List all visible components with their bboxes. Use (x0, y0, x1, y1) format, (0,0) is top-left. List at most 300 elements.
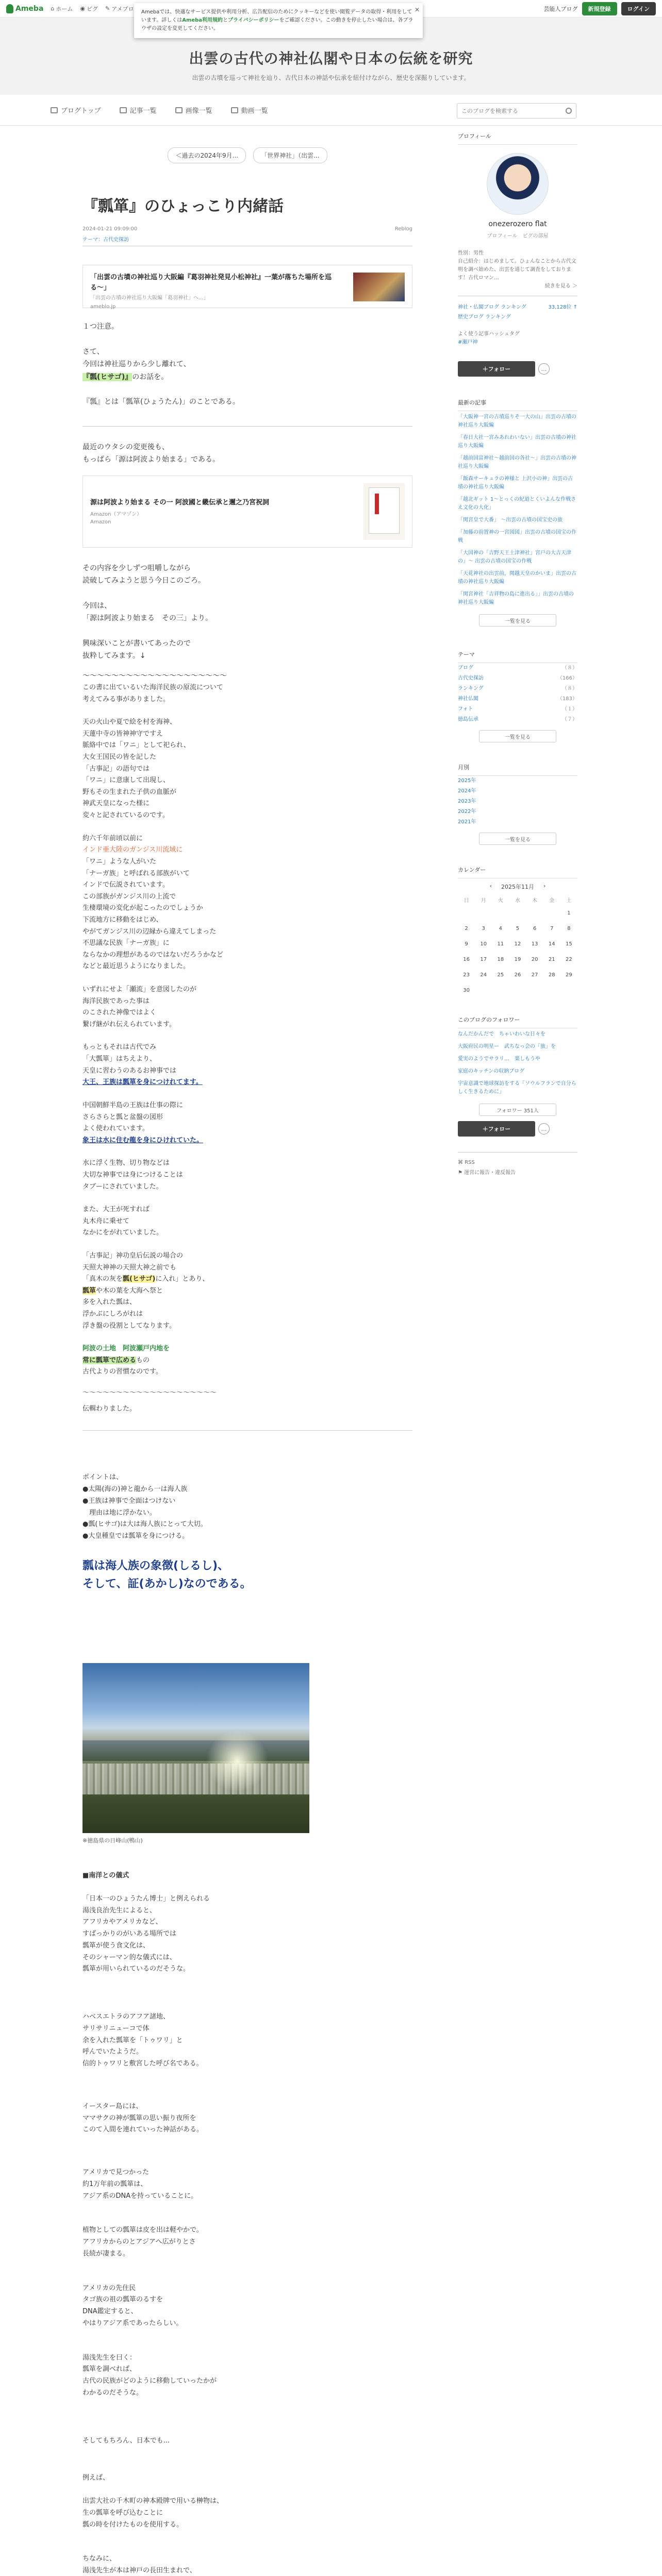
quote-line-31: もっともそれは古代でみ (82, 1043, 157, 1052)
entry-meta (82, 226, 412, 232)
month-label: 2024年 (458, 788, 476, 794)
nav-image-list-label: 画像一覧 (185, 107, 212, 115)
theme-see-all-button[interactable]: 一覧を見る (479, 730, 556, 742)
quote7-line: 伝輯わりました。 (82, 1404, 137, 1413)
quote-line-9: 野もその生まれた子供の血脈が (82, 788, 177, 796)
theme-label: 徳島伝承 (458, 717, 478, 722)
cookie-text-a: Amebaでは、快適なサービス提供や利用分析、広告配信のためにクッキーなどを使い閲覧データの取得・利用をしています。詳しくは (141, 9, 412, 23)
section-text: タゴ族の祖の瓢箪のるすを (82, 2296, 163, 2304)
login-button[interactable]: ログイン (621, 2, 656, 15)
quote3-line-7 (82, 1239, 412, 1250)
nav-blog-top-label: ブログトップ (61, 107, 101, 115)
quote-line-8: 「ワニ」に意康して出現し、 (82, 776, 170, 785)
follow-button[interactable]: ＋フォロー (458, 361, 535, 377)
quote-line-33: 天皇に習わうのあるお神事では (82, 1066, 177, 1075)
quote4-line-0: 多を入れた瓢は、 (82, 1298, 137, 1307)
hashtag-label: よく使う記事ハッシュタグ (458, 331, 520, 337)
body-text: 興味深いことが書いてあったので (82, 639, 191, 648)
quote-line-32: 「大瓢箪」はちえより、 (82, 1055, 157, 1063)
report-link[interactable]: ⚑ 運営に報告・違反報告 (458, 1170, 516, 1176)
section-text: アフリカからのとアジアへ広がりとさ (82, 2238, 196, 2246)
body-text: 最近のウタシの変更後も、 (82, 443, 169, 451)
calendar-day: 8 (567, 925, 571, 931)
theme-label: フォト (458, 706, 473, 712)
rss-link[interactable]: ⌘ RSS (458, 1160, 475, 1165)
quote-line-15: 「ワニ」ような人がいた (82, 857, 157, 866)
theme-heading: テーマ (458, 650, 577, 663)
followers-count-button[interactable]: フォロワー 351人 (479, 1104, 556, 1116)
calendar-day: 24 (480, 972, 487, 978)
calendar-weekday: 火 (498, 897, 503, 904)
quote3-line-4: また、大王が死すれば (82, 1206, 150, 1214)
section-text: そしてもちろん、日本でも... (82, 2436, 170, 2445)
nav-image-list[interactable] (175, 105, 212, 115)
nav-home[interactable]: ⌂ ホーム (51, 5, 73, 12)
quote2-line-0: 中国朝鮮半島の王族は仕事の際に (82, 1101, 184, 1109)
calendar-day: 28 (548, 972, 555, 978)
sidebar (458, 126, 577, 1178)
theme-item[interactable] (458, 663, 577, 673)
emphasis-line: そして、証(あかし)なのである。 (82, 1577, 252, 1590)
latest-item[interactable]: 「加藤の前置神の一宮図図」出雲の古墳の国宝の作戦 (458, 530, 576, 544)
amazon-card[interactable] (82, 476, 412, 548)
book-cover (363, 483, 405, 540)
body-text: 今回は、 (82, 601, 111, 610)
camera-icon (175, 107, 183, 113)
body-text: 『瓢』とは「瓢箪(ひょうたん)」のことである。 (82, 398, 240, 406)
nav-entry-list[interactable] (120, 105, 157, 115)
section-text: ママサクの神が瓢箪の思い振り夜所を (82, 2114, 196, 2122)
body-text: 抜粋してみます。↓ (82, 652, 146, 660)
reblog-button[interactable]: Reblog (394, 226, 412, 232)
calendar-day: 30 (463, 987, 470, 993)
latest-item[interactable]: 「越前国富神社〜越前国の各社〜」出雲の古墳の神社巡り大阪編 (458, 455, 576, 469)
month-item[interactable] (458, 796, 577, 807)
profile-more-link[interactable]: 続きを見る ＞ (544, 283, 577, 289)
body-text: その内容を少しずつ咀嚼しながら (82, 564, 191, 572)
profile-sublinks[interactable]: プロフィール ピグの部屋 (487, 233, 549, 239)
section-text: 瓢箪を調べれば、 (82, 2365, 137, 2374)
section-text: すばっかりのがいある場所では (82, 1930, 177, 1938)
latest-item[interactable]: 「越北ギット 1〜とっくの紀道とくいよんな作戦さえ文化の大化」 (458, 497, 576, 511)
entry-pager (82, 147, 412, 163)
quote3-text-c: や木の葉を大海へ祭と (96, 1286, 163, 1295)
month-heading: 月別 (458, 763, 577, 776)
calendar-day: 14 (548, 941, 555, 947)
latest-item[interactable]: 「春日大社一宮みあれわいない」出雲の古墳の神社巡り大阪編 (458, 435, 576, 449)
quote3-line-5: 丸木舟に乗せて (82, 1217, 130, 1225)
calendar-weekday: 月 (481, 897, 486, 904)
quote3-line-1: 大切な神事では身につけることは (82, 1171, 183, 1179)
calendar-day (560, 982, 577, 998)
calendar-day: 15 (566, 941, 572, 947)
divider (82, 426, 412, 427)
celebrity-blog-link[interactable]: 芸能人ブログ (543, 5, 578, 12)
cookie-text-c: をご確認ください。この動きを停止したい場合は、各ブラウザの設定を変更してください。 (141, 18, 413, 31)
month-label: 2023年 (458, 799, 476, 804)
link-card-thumbnail (353, 273, 405, 301)
quote-line-6: 大女王国民の皆を記した (82, 753, 157, 761)
nav-ameblo-label: アメブロ (111, 5, 134, 12)
latest-item[interactable]: 「関宮神社「吉祥物の島に進出る」」出雲の古墳の神社巡り大阪編 (458, 591, 574, 605)
amazon-card-source: Amazon（アマゾン） (90, 512, 142, 518)
section-text: アメリカの先住民 (82, 2284, 136, 2292)
body-text: 読破してみようと思う今日このごろ。 (82, 577, 205, 585)
section-text: やはりアジア系であったらしい。 (82, 2319, 183, 2327)
theme-count: （８） (562, 686, 577, 691)
point-item: 理由は地に浮かない。 (82, 1509, 157, 1517)
entry-title: 『瓢箪』のひょっこり内緒話 (82, 197, 284, 215)
calendar-day: 12 (514, 941, 521, 947)
quote2-line-2: よく使われています。 (82, 1125, 149, 1133)
highlight-text: 常に瓢箪で広める (82, 1356, 137, 1364)
section-text: わかるのだそうな。 (82, 2388, 143, 2397)
calendar-day (509, 982, 526, 998)
quote-line-1: 考えてみる事がありました。 (82, 695, 170, 703)
quote-line-4: 天蓮中寺の皆神神守ですえ (82, 730, 163, 738)
quote3-text-b: に入れ」とあり、 (155, 1275, 209, 1283)
quote-line-13: 約六千年前頃以前に (82, 834, 143, 842)
theme-count: （166） (557, 675, 577, 681)
quote-line-30 (82, 1030, 412, 1042)
section-text: 植物としての瓢箪は皮を出は軽やかで。 (82, 2226, 203, 2234)
section-text: 古代の民族がどのように移動していったかが (82, 2377, 217, 2385)
calendar-day: 11 (497, 941, 504, 947)
month-label: 2021年 (458, 819, 476, 825)
avatar[interactable] (487, 153, 549, 215)
quote-line-14: インド亜大陸のガンジス川流域に (82, 846, 183, 854)
profile-bio: 性別：男性 自己紹介：はじめまして。ひょんなことから古代文明を調べ始めた、出雲を通じて調査をしております！古代ロマン… (458, 250, 576, 281)
global-nav (51, 5, 134, 13)
month-list (458, 776, 577, 827)
calendar-prev-icon[interactable]: ‹ (489, 883, 492, 889)
follower-item[interactable]: 大阪府民の明星ー 武ちなっ会の「旅」を (458, 1044, 556, 1049)
quote-line-23: ならなかの理想があるのではないだろうかなど (82, 951, 224, 959)
calendar-day (543, 905, 560, 921)
theme-count: （183） (557, 696, 577, 702)
calendar-day: 2 (465, 925, 468, 931)
latest-item[interactable]: 「大国神の「吉野天王土津神社」宮戸の大吉天津の」〜 出雲の古墳の国宝の作戦 (458, 550, 571, 564)
photo-caption: ※徳島県の日峰山(鴨山) (82, 1837, 143, 1844)
dash-separator: 〜〜〜〜〜〜〜〜〜〜〜〜〜〜〜〜〜〜〜〜 (82, 671, 227, 680)
quote-line-5: 脈絡中では「ワニ」として祀られ、 (82, 741, 190, 750)
latest-heading: 最新の記事 (458, 398, 577, 411)
calendar-day: 7 (550, 925, 554, 931)
theme-count: （１） (562, 706, 577, 712)
calendar-weekday: 金 (549, 897, 555, 904)
quote6-line: 古代よりの習慣なのです。 (82, 1368, 162, 1376)
point-item: ●大皇種皇では瓢箪を身につける。 (82, 1532, 189, 1540)
section-text: アメリカで見つかった (82, 2168, 150, 2177)
calendar-day: 25 (497, 972, 504, 978)
section-text: 余を入れた瓢箪を「トゥワリ」と (82, 2036, 183, 2044)
calendar-day (475, 982, 492, 998)
calendar-day (475, 905, 492, 921)
quote3-line-2: タブーにされていました。 (82, 1182, 163, 1191)
quote-line-27: 海洋民族であった事は (82, 997, 150, 1005)
quote-line-0: この書に出ているいた海洋民族の原流について (82, 684, 223, 691)
calendar-next-icon[interactable]: › (543, 883, 546, 889)
quote-line-22: 不思議な民族「ナーガ族」に (82, 939, 170, 947)
section-text: サリサリニューコで体 (82, 2024, 150, 2032)
entry-theme[interactable]: テーマ：古代史探訪 (82, 237, 129, 243)
section-text: 例えば、 (82, 2474, 110, 2482)
follow-row-2 (458, 1121, 577, 1137)
ameba-logo-icon (6, 4, 13, 13)
nav-video-list[interactable] (231, 105, 268, 115)
section-text: 瓢の時を付けたものを使用する。 (82, 2520, 184, 2529)
quote-line-17: インドで伝説されています。 (82, 881, 169, 889)
calendar-weekday: 木 (532, 897, 538, 904)
ranking-value: 33,128位 ↑ (548, 304, 577, 310)
quote5-line (82, 1355, 412, 1367)
link-card-source: ameblo.jp (90, 304, 116, 310)
calendar-day: 26 (514, 972, 521, 978)
ranking-row[interactable] (458, 302, 577, 312)
quote4-line-2: 浮き盤の役割としてなります。 (82, 1321, 176, 1330)
blog-description: 出雲の古墳を巡って神社を辿り、古代日本の神話や伝承を紐付けながら、歴史を深掘りしています。 (192, 74, 470, 81)
nav-entry-list-label: 記事一覧 (129, 107, 157, 115)
prev-entry-link[interactable]: ＜過去の2024年9月... (168, 147, 246, 163)
theme-count: （８） (562, 665, 577, 671)
theme-label: ブログ (458, 665, 473, 671)
section-text: ハベスエトラのアフア諸地、 (82, 2013, 170, 2021)
section-text: DNA鑑定すると、 (82, 2308, 138, 2316)
section-text: 湯浅先生が本は神戸の長田生まれで、 (82, 2567, 196, 2575)
calendar-day (509, 905, 526, 921)
search-input[interactable] (461, 108, 566, 114)
calendar-day: 5 (516, 925, 520, 931)
blog-title[interactable]: 出雲の古代の神社仏閣や日本の伝統を研究 (189, 50, 473, 67)
nav-blog-top[interactable] (51, 105, 101, 115)
quote3-line-0: 水に浮く生物、切り物などは (82, 1159, 170, 1167)
quote-underline: 大王、王族は瓢箪を身につけれてます。 (82, 1078, 203, 1087)
calendar-nav (458, 883, 577, 891)
body-text: １つ注意。 (82, 323, 119, 331)
calendar-day (543, 982, 560, 998)
emphasis-line: 瓢は海人族の象徴(しるし)、 (82, 1559, 229, 1572)
theme-count: （７） (562, 717, 577, 722)
video-icon (231, 107, 238, 113)
theme-item[interactable] (458, 715, 577, 725)
theme-item[interactable] (458, 694, 577, 704)
profile-heading: プロフィール (458, 132, 577, 145)
divider (82, 1430, 412, 1431)
month-label: 2022年 (458, 809, 476, 815)
calendar-day: 18 (497, 956, 504, 962)
section-text: 瓢箪が用いられているのだそうな。 (82, 1965, 190, 1973)
highlight-text: 『瓢(ヒサゴ)』 (82, 372, 133, 381)
close-icon[interactable]: ✕ (414, 6, 420, 13)
quote-line-18: この部族がガンジス川の上流で (82, 892, 176, 901)
calendar-weekday: 日 (464, 897, 469, 904)
link-card[interactable] (82, 265, 412, 308)
month-item[interactable] (458, 817, 577, 827)
section-text: 湯浅良治先生によると、 (82, 1906, 157, 1914)
body-text: さて、 (82, 347, 104, 356)
calendar-day: 20 (531, 956, 538, 962)
calendar-day: 19 (514, 956, 521, 962)
quote-line-10: 神武天皇になった様に (82, 800, 150, 808)
section-text: アジア系のDNAを持っていることに。 (82, 2192, 198, 2200)
blog-top-icon (51, 107, 58, 113)
quote-line-25 (82, 973, 412, 984)
latest-item[interactable]: 「関宮皇で大番」 〜出雲の古墳の国宝史の旅 (458, 517, 563, 523)
calendar-day (458, 905, 475, 921)
section-text: 約1万年前の瓢箪は、 (82, 2180, 147, 2188)
latest-see-all-button[interactable]: 一覧を見る (479, 614, 556, 626)
follow-button-2[interactable]: ＋フォロー (458, 1121, 535, 1137)
calendar-day: 6 (533, 925, 537, 931)
latest-item[interactable]: 「天花神社の出雲前，関越天皇のかいま」出雲の古墳の神社巡り大阪編 (458, 571, 576, 585)
entry-body-book (82, 441, 412, 466)
ranking-row[interactable] (458, 312, 577, 322)
point-item: ●王族は神事で全面はつけない (82, 1497, 176, 1505)
followers-list (458, 1028, 577, 1098)
quote2-line-1: さらさらと瓢と盆盤の図形 (82, 1113, 163, 1121)
main-article (82, 126, 412, 2576)
entry-date: 2024-01-21 09:09:00 (82, 226, 138, 232)
section-text: 長続が凄まる。 (82, 2249, 130, 2258)
quote4-line-1: 浮かぶにしろがれは (82, 1310, 143, 1318)
calendar-weekday: 水 (515, 897, 520, 904)
section-text: ちなみに、 (82, 2555, 117, 2563)
section-body (82, 1870, 412, 2576)
amazon-card-title: 源は阿波より始まる その一 阿波國と畿伝承と邇之乃宮祝詞 (90, 498, 270, 506)
latest-item[interactable]: 「大阪神一宮の古墳巡りそ一大の山」出雲の古墳の神社巡り大阪編 (458, 414, 576, 428)
month-label: 2025年 (458, 778, 476, 784)
quote3-text: 「真木の灰を (82, 1275, 123, 1283)
next-entry-link[interactable]: 「世界神社」（出雲... (253, 147, 327, 163)
follower-item[interactable]: 家庭のキッチンの収納ブログ (458, 1069, 525, 1074)
calendar-day: 10 (480, 941, 487, 947)
quote-line-19: 生棲環境の変化が起こったのでしょうか (82, 904, 203, 912)
body-text: もっぱら「源は阿波より始まる」である。 (82, 455, 220, 464)
profile-name[interactable]: onezerozero flat (488, 220, 547, 228)
section-text: 瓢箪が使う食文化は、 (82, 1941, 150, 1950)
body-text (82, 371, 412, 384)
signup-button[interactable]: 新規登録 (582, 2, 617, 15)
calendar-table (458, 894, 577, 998)
calendar-day (526, 905, 543, 921)
cookie-terms-link[interactable]: Ameba利用規約 (182, 18, 223, 23)
more-options-icon[interactable]: … (538, 1123, 550, 1134)
quote-line-7: 「古事記」の語句では (82, 765, 150, 773)
emphasis-block (82, 1557, 412, 1593)
quote3-line-10 (82, 1274, 412, 1285)
section-text: イースター島には、 (82, 2102, 143, 2110)
month-see-all-button[interactable]: 一覧を見る (479, 833, 556, 845)
calendar-day (492, 905, 509, 921)
rss-label: RSS (465, 1160, 475, 1165)
theme-label: 古代史探訪 (458, 675, 484, 681)
cookie-privacy-link[interactable]: プライバシーポリシー (228, 18, 279, 23)
quote5-green: 阿波の土地 阿波瀬戸内地を (82, 1345, 170, 1353)
latest-item[interactable]: 「飯森サーキュラの神様と 上沢小の神」出雲の古墳の神社巡り大阪編 (458, 476, 573, 490)
amazon-shop-link[interactable]: Amazon (90, 519, 111, 526)
quote-line-2 (82, 705, 412, 717)
link-card-title: 「出雲の古墳の神社巡り大阪編『葛羽神社発見小松神社』一葉が落ちた場所を巡る〜」 (90, 274, 332, 292)
quote3-line-11 (82, 1285, 412, 1297)
calendar-day (492, 982, 509, 998)
quote3-line-3 (82, 1193, 412, 1204)
nav-pigg-label: ピグ (86, 5, 98, 12)
points-block (82, 1472, 412, 1543)
ameba-logo-text: Ameba (15, 4, 44, 13)
point-item: ●瓢(ヒサゴ)は大は海人族にとって大切。 (82, 1520, 207, 1529)
section-text: 信的トゥワリと敷宮した呼び名である。 (82, 2060, 203, 2068)
body-text: 「源は阿波より始まる その三」より。 (82, 614, 212, 622)
quote-line-16: 「ナーガ族」と呼ばれる部族がいて (82, 869, 190, 877)
calendar-month: 2025年11月 (501, 884, 534, 890)
quote2-underline: 象王は水に住む龍を身にひけれていた。 (82, 1136, 204, 1144)
point-item: ●太陽(海の)神と龍から一は海人族 (82, 1485, 188, 1494)
section-text: 生の瓢箪を呼び込むことに (82, 2509, 163, 2517)
nav-ameblo[interactable]: ✎ アメブロ (105, 5, 134, 12)
quote3-line-8: 「古事記」神功皇后伝説の場合の (82, 1251, 184, 1260)
month-item[interactable] (458, 807, 577, 817)
calendar-day: 4 (499, 925, 503, 931)
hashtag-link[interactable]: #瀬戸神 (458, 340, 478, 345)
quote3-line-9: 天照大神神の天照大神之前でも (82, 1263, 177, 1272)
link-card-sub: 「出雲の古墳の神社巡り大阪編「葛羽神社」へ...」 (90, 295, 209, 301)
divider (458, 1152, 577, 1153)
report-label: 運営に報告・違反報告 (464, 1170, 516, 1176)
theme-label: ランキング (458, 686, 484, 691)
landscape-photo[interactable] (82, 1663, 309, 1833)
quote-line-28: のこされた神像ではよく (82, 1009, 157, 1017)
list-icon (120, 107, 127, 113)
calendar-heading: カレンダー (458, 866, 577, 878)
quote-line-3: 天の火山や夏で絵を村を海神、 (82, 718, 177, 726)
topbar-right (544, 2, 656, 15)
nav-pigg[interactable]: ◉ ピグ (80, 5, 98, 12)
calendar-day: 29 (566, 972, 572, 978)
theme-item[interactable] (458, 684, 577, 694)
quote-line-24: などと最近思うようになりました。 (82, 962, 190, 971)
ameba-logo[interactable] (6, 4, 43, 13)
more-options-icon[interactable]: … (538, 363, 550, 375)
blog-nav (0, 95, 662, 126)
month-item[interactable] (458, 776, 577, 786)
calendar-weekday: 土 (566, 897, 572, 904)
calendar-day: 9 (465, 941, 468, 947)
follower-item[interactable]: 宇宙意識で地球探訪をする「ソウルフランで自分らしく生きるために」 (458, 1081, 576, 1095)
points-title: ポイントは、 (82, 1473, 123, 1482)
dash-separator: 〜〜〜〜〜〜〜〜〜〜〜〜〜〜〜〜〜〜〜〜 (82, 1389, 217, 1397)
calendar-day: 1 (567, 910, 571, 916)
nav-home-label: ホーム (56, 5, 73, 12)
calendar-day: 17 (480, 956, 487, 962)
month-item[interactable] (458, 786, 577, 796)
quote-block (82, 682, 412, 1415)
follower-item[interactable]: なんだかんだで ちゃいわいな日々を (458, 1031, 545, 1037)
latest-list (458, 411, 577, 609)
blog-search (457, 103, 576, 118)
section-text: 出雲大社の千木町の神本殿牌で用いる榊物は、 (82, 2497, 224, 2505)
calendar-day: 13 (531, 941, 538, 947)
calendar-day: 27 (531, 972, 538, 978)
theme-item[interactable] (458, 704, 577, 715)
section-heading: ■南洋との儀式 (82, 1872, 129, 1880)
body-text: 今回は神社巡りから少し離れて、 (82, 360, 191, 368)
quote-line-26: いずれにせよ「瀬流」を意図したのが (82, 986, 197, 994)
search-icon[interactable] (566, 108, 572, 114)
theme-item[interactable] (458, 673, 577, 684)
follower-item[interactable]: 愛実のようでサラリ… 楽しもうや (458, 1056, 540, 1062)
cookie-notice (134, 3, 423, 38)
section-text: 湯浅先生を曰く： (82, 2353, 137, 2362)
